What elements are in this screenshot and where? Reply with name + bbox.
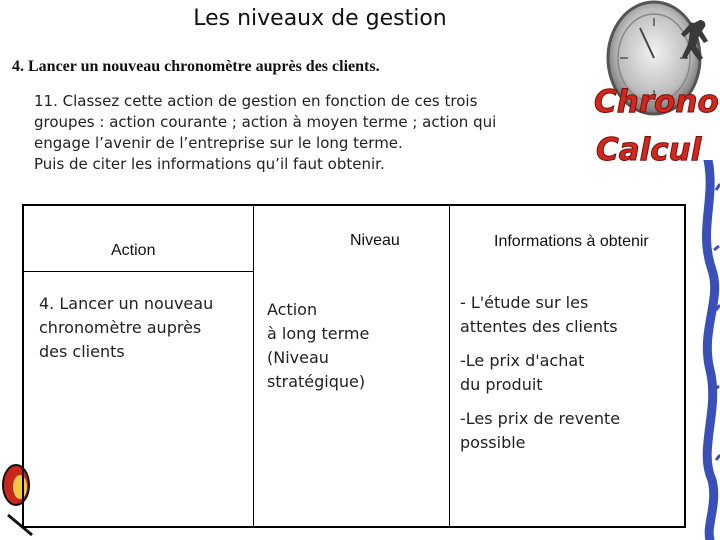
question-line: 11. Classez cette action de gestion en fonction de ces trois	[34, 92, 478, 110]
cell-niveau	[267, 298, 437, 394]
question-line: groupes : action courante ; action à moyen terme ; action qui	[34, 113, 497, 131]
header-action: Action	[111, 242, 156, 259]
info-line: attentes des clients	[460, 317, 618, 336]
question-text	[34, 91, 599, 175]
cell-action-line: chronomètre auprès	[39, 318, 202, 337]
chrono-calcul-logo	[592, 0, 720, 180]
info-line: - L'étude sur les	[460, 293, 589, 312]
cell-niveau-line: Action	[267, 300, 318, 319]
svg-text:Chrono: Chrono	[594, 84, 719, 120]
column-action	[24, 206, 253, 526]
cell-action-line: des clients	[39, 342, 125, 361]
question-line: engage l’avenir de l’entreprise sur le long terme.	[34, 134, 403, 152]
decorative-border	[686, 160, 720, 540]
info-line: possible	[460, 433, 526, 452]
info-item	[460, 407, 680, 455]
column-niveau	[253, 206, 450, 526]
chrono-logo-text	[594, 84, 719, 120]
cell-informations	[460, 291, 680, 465]
page-subtitle: 4. Lancer un nouveau chronomètre auprès des clients.	[12, 58, 380, 75]
svg-text:Calcul: Calcul	[596, 132, 702, 168]
management-table	[22, 204, 686, 528]
header-informations: Informations à obtenir	[494, 233, 649, 250]
info-line: du produit	[460, 375, 543, 394]
header-niveau: Niveau	[350, 232, 400, 249]
header-divider	[24, 271, 253, 272]
info-line: -Les prix de revente	[460, 409, 621, 428]
question-line: Puis de citer les informations qu’il faut obtenir.	[34, 155, 385, 173]
cell-niveau-line: à long terme	[267, 324, 370, 343]
cell-niveau-line: stratégique)	[267, 372, 366, 391]
cell-action-line: 4. Lancer un nouveau	[39, 294, 214, 313]
page-title: Les niveaux de gestion	[193, 6, 447, 31]
cell-niveau-line: (Niveau	[267, 348, 329, 367]
info-item	[460, 291, 680, 339]
column-informations	[449, 206, 684, 526]
info-line: -Le prix d'achat	[460, 351, 585, 370]
info-item	[460, 349, 680, 397]
cell-action	[39, 292, 244, 364]
